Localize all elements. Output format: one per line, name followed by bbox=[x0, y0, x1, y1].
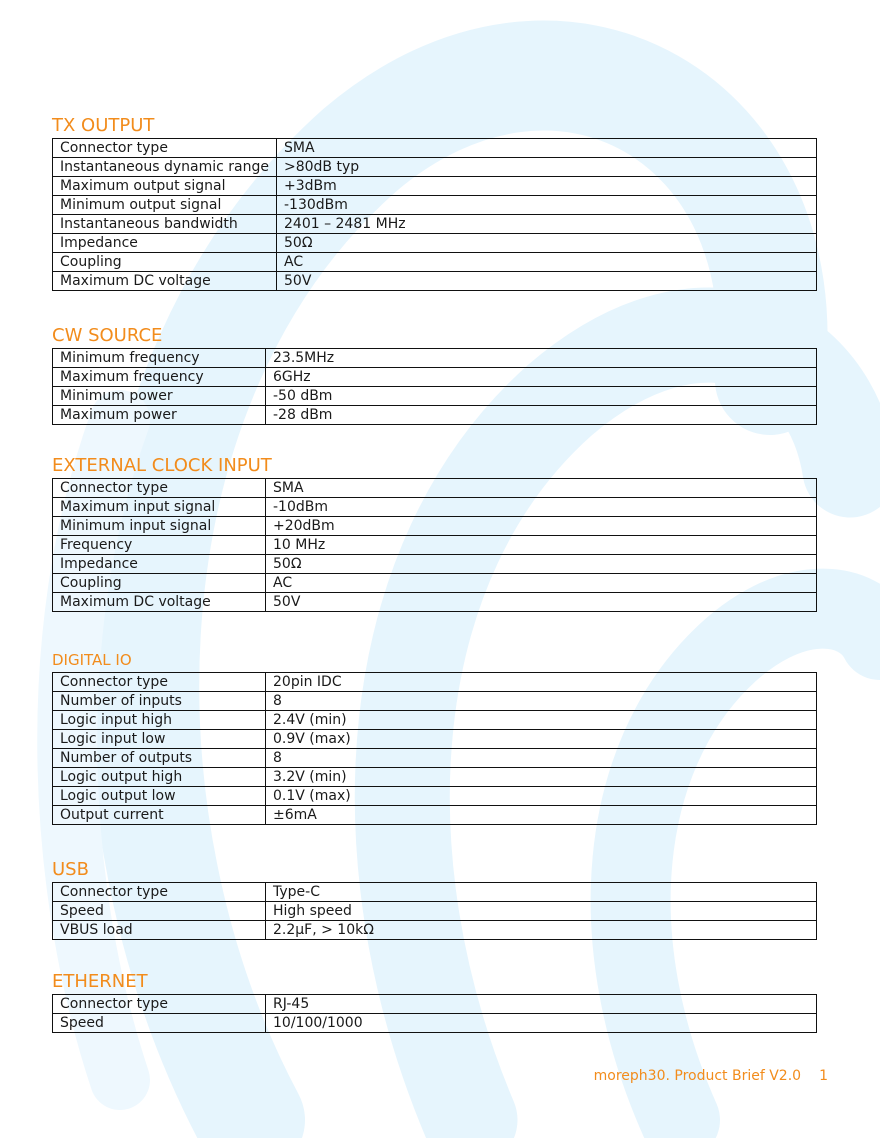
spec-table bbox=[52, 672, 817, 825]
param-value: SMA bbox=[266, 479, 817, 498]
param-name: Coupling bbox=[53, 574, 266, 593]
param-name: Connector type bbox=[53, 479, 266, 498]
param-value: 50Ω bbox=[266, 555, 817, 574]
param-name: Minimum power bbox=[53, 387, 266, 406]
param-value: 50V bbox=[277, 272, 817, 291]
table-row bbox=[53, 902, 817, 921]
section-ethernet bbox=[52, 972, 817, 1033]
param-value: -10dBm bbox=[266, 498, 817, 517]
param-value: 20pin IDC bbox=[266, 673, 817, 692]
table-row bbox=[53, 555, 817, 574]
page-number: 1 bbox=[819, 1068, 828, 1084]
param-name: Coupling bbox=[53, 253, 277, 272]
param-name: Speed bbox=[53, 902, 266, 921]
param-value: >80dB typ bbox=[277, 158, 817, 177]
table-row bbox=[53, 995, 817, 1014]
table-row bbox=[53, 158, 817, 177]
param-value: Type-C bbox=[266, 883, 817, 902]
table-row bbox=[53, 768, 817, 787]
param-name: Instantaneous dynamic range bbox=[53, 158, 277, 177]
param-value: +20dBm bbox=[266, 517, 817, 536]
table-row bbox=[53, 406, 817, 425]
param-value: ±6mA bbox=[266, 806, 817, 825]
section-title: CW SOURCE bbox=[52, 325, 163, 346]
spec-table bbox=[52, 994, 817, 1033]
param-name: Connector type bbox=[53, 139, 277, 158]
section-cw-source bbox=[52, 326, 817, 425]
table-row bbox=[53, 196, 817, 215]
param-name: Maximum output signal bbox=[53, 177, 277, 196]
param-value: 50Ω bbox=[277, 234, 817, 253]
param-value: 2.4V (min) bbox=[266, 711, 817, 730]
table-row bbox=[53, 749, 817, 768]
table-row bbox=[53, 215, 817, 234]
param-name: Maximum DC voltage bbox=[53, 593, 266, 612]
param-value: 0.9V (max) bbox=[266, 730, 817, 749]
param-value: AC bbox=[277, 253, 817, 272]
param-name: Impedance bbox=[53, 234, 277, 253]
param-value: 23.5MHz bbox=[266, 349, 817, 368]
param-value: 3.2V (min) bbox=[266, 768, 817, 787]
table-row bbox=[53, 1014, 817, 1033]
page-footer bbox=[594, 1068, 828, 1084]
table-row bbox=[53, 139, 817, 158]
table-row bbox=[53, 921, 817, 940]
param-name: Logic input low bbox=[53, 730, 266, 749]
param-name: Instantaneous bandwidth bbox=[53, 215, 277, 234]
param-value: 6GHz bbox=[266, 368, 817, 387]
section-tx-output bbox=[52, 116, 817, 291]
table-row bbox=[53, 387, 817, 406]
param-value: 8 bbox=[266, 749, 817, 768]
spec-table bbox=[52, 348, 817, 425]
param-name: Connector type bbox=[53, 995, 266, 1014]
param-name: Number of inputs bbox=[53, 692, 266, 711]
param-value: -50 dBm bbox=[266, 387, 817, 406]
table-row bbox=[53, 883, 817, 902]
footer-text: moreph30. Product Brief V2.0 bbox=[593, 1068, 802, 1084]
param-value: AC bbox=[266, 574, 817, 593]
table-row bbox=[53, 349, 817, 368]
param-name: Logic output high bbox=[53, 768, 266, 787]
table-row bbox=[53, 479, 817, 498]
spec-table bbox=[52, 478, 817, 612]
table-row bbox=[53, 253, 817, 272]
param-value: High speed bbox=[266, 902, 817, 921]
table-row bbox=[53, 177, 817, 196]
table-row bbox=[53, 730, 817, 749]
param-value: 8 bbox=[266, 692, 817, 711]
table-row bbox=[53, 517, 817, 536]
param-value: +3dBm bbox=[277, 177, 817, 196]
param-value: -28 dBm bbox=[266, 406, 817, 425]
param-name: Maximum frequency bbox=[53, 368, 266, 387]
table-row bbox=[53, 272, 817, 291]
section-title: EXTERNAL CLOCK INPUT bbox=[52, 455, 272, 476]
param-name: Logic input high bbox=[53, 711, 266, 730]
table-row bbox=[53, 692, 817, 711]
param-name: Frequency bbox=[53, 536, 266, 555]
param-value: RJ-45 bbox=[266, 995, 817, 1014]
param-name: Minimum frequency bbox=[53, 349, 266, 368]
param-value: 10/100/1000 bbox=[266, 1014, 817, 1033]
param-name: Impedance bbox=[53, 555, 266, 574]
param-name: Connector type bbox=[53, 673, 266, 692]
param-name: Logic output low bbox=[53, 787, 266, 806]
section-external-clock-input bbox=[52, 456, 817, 612]
param-name: Speed bbox=[53, 1014, 266, 1033]
spec-table bbox=[52, 882, 817, 940]
param-value: -130dBm bbox=[277, 196, 817, 215]
section-title: TX OUTPUT bbox=[52, 115, 155, 136]
table-row bbox=[53, 806, 817, 825]
param-name: Minimum output signal bbox=[53, 196, 277, 215]
param-value: SMA bbox=[277, 139, 817, 158]
table-row bbox=[53, 574, 817, 593]
param-name: Maximum input signal bbox=[53, 498, 266, 517]
param-value: 0.1V (max) bbox=[266, 787, 817, 806]
section-usb bbox=[52, 860, 817, 940]
param-name: Connector type bbox=[53, 883, 266, 902]
param-name: Number of outputs bbox=[53, 749, 266, 768]
table-row bbox=[53, 234, 817, 253]
param-value: 2401 – 2481 MHz bbox=[277, 215, 817, 234]
table-row bbox=[53, 368, 817, 387]
table-row bbox=[53, 536, 817, 555]
param-value: 50V bbox=[266, 593, 817, 612]
section-title: DIGITAL IO bbox=[52, 651, 132, 669]
table-row bbox=[53, 787, 817, 806]
table-row bbox=[53, 673, 817, 692]
param-name: Maximum DC voltage bbox=[53, 272, 277, 291]
section-title: ETHERNET bbox=[52, 971, 148, 992]
section-digital-io bbox=[52, 650, 817, 825]
table-row bbox=[53, 593, 817, 612]
param-value: 10 MHz bbox=[266, 536, 817, 555]
param-name: VBUS load bbox=[53, 921, 266, 940]
spec-table bbox=[52, 138, 817, 291]
param-name: Output current bbox=[53, 806, 266, 825]
param-name: Minimum input signal bbox=[53, 517, 266, 536]
param-name: Maximum power bbox=[53, 406, 266, 425]
table-row bbox=[53, 711, 817, 730]
table-row bbox=[53, 498, 817, 517]
section-title: USB bbox=[52, 859, 89, 880]
param-value: 2.2μF, > 10kΩ bbox=[266, 921, 817, 940]
